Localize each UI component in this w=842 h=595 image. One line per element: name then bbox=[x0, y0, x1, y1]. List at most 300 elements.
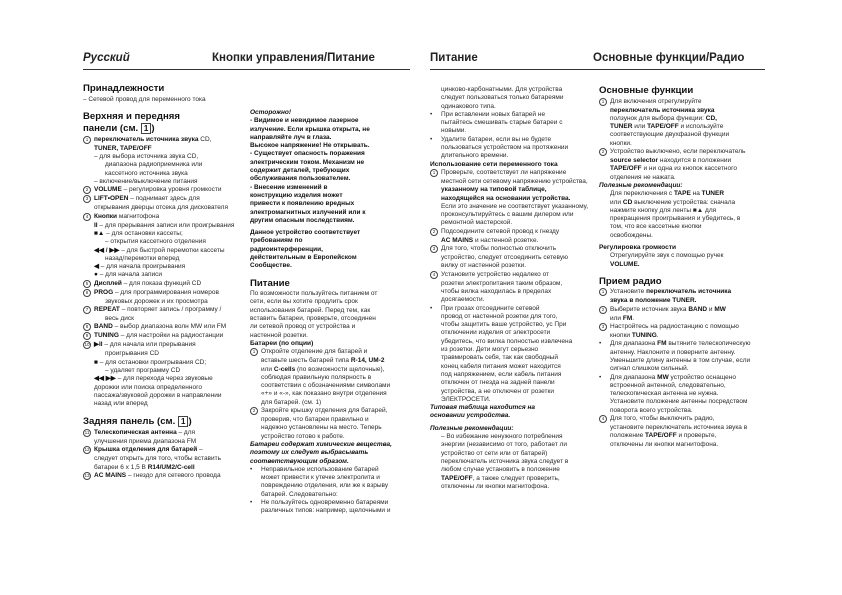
text-run: – Во избежание ненужного потребления bbox=[441, 433, 563, 441]
text-run: Кнопки bbox=[94, 212, 118, 220]
text-run: розетки электропитания таким образом, bbox=[441, 279, 563, 287]
text-run: и проверьте, bbox=[676, 432, 717, 440]
item-number-circle: 13 bbox=[84, 472, 90, 478]
warning-text: - Внесение изменений в bbox=[250, 183, 328, 191]
text-run: ◀ bbox=[94, 263, 99, 271]
item-number-circle: 2 bbox=[83, 186, 91, 194]
indented-line bbox=[83, 204, 241, 212]
text-run: местной сети сетевому напряжению устройства, bbox=[441, 177, 588, 185]
numbered-item bbox=[83, 306, 241, 315]
text-run: Установите устройство недалеко от bbox=[441, 270, 550, 278]
text-run: BAND bbox=[688, 305, 708, 313]
warning-text: электрическим током. Механизм не bbox=[250, 158, 365, 166]
indented-line bbox=[430, 280, 595, 288]
item-number-circle: 9 bbox=[83, 332, 91, 340]
indented-line bbox=[430, 119, 595, 127]
indented-line bbox=[250, 507, 410, 515]
text-run: указанному на типовой таблице, bbox=[441, 186, 547, 194]
indented-line bbox=[430, 313, 595, 321]
item-text bbox=[610, 288, 765, 297]
text-run: source selector bbox=[610, 157, 659, 165]
section-heading: Верхняя и передняя bbox=[83, 110, 180, 122]
text-run: Устройство выключено, если переключатель bbox=[610, 148, 746, 155]
item-number-circle: 3 bbox=[599, 323, 607, 331]
indented-line bbox=[430, 450, 595, 458]
text-run: отключены ли кнопки магнитофона. bbox=[441, 482, 550, 490]
text-run: или bbox=[610, 198, 623, 206]
text-run: Подсоедините сетевой провод к гнезду bbox=[441, 227, 560, 235]
item-text bbox=[261, 466, 410, 474]
numbered-item bbox=[83, 186, 241, 195]
text-run: повреждению отделения, или же к взрыву bbox=[261, 482, 389, 490]
text-run: конец кабеля питания может находится bbox=[441, 362, 561, 370]
text-run: ЭЛЕКТРОСЕТИ. bbox=[441, 395, 491, 403]
text-run: травмировать себя, так как свободный bbox=[441, 354, 558, 362]
item-number-circle: 4 bbox=[83, 213, 91, 221]
item-number bbox=[83, 323, 94, 332]
item-number bbox=[430, 271, 441, 280]
text-run: отключены ли кнопки магнитофона. bbox=[610, 440, 719, 448]
warning-text: конструкцию изделия может bbox=[250, 191, 343, 199]
text-run: ● bbox=[94, 271, 98, 279]
item-text bbox=[261, 348, 410, 357]
section-heading: Принадлежности bbox=[83, 83, 165, 94]
indented-line bbox=[599, 190, 765, 198]
text-run: любом случае установить в положение bbox=[441, 466, 560, 474]
text-run: переключатель источника bbox=[646, 288, 732, 296]
right-column-1 bbox=[430, 86, 595, 491]
indented-line bbox=[83, 271, 241, 279]
item-number-circle: 11 bbox=[84, 429, 90, 435]
indented-line bbox=[430, 458, 595, 466]
indented-line bbox=[599, 174, 765, 182]
text-run: проконсультируйтесь с вашим дилером или bbox=[441, 211, 574, 219]
text-run: устройство оснащено bbox=[668, 373, 736, 381]
paragraph-line: вставить батареи, проверьте, отсоединен bbox=[250, 315, 376, 323]
indented-line bbox=[599, 252, 765, 260]
indented-line bbox=[83, 350, 241, 358]
text-run: Удалите батареи, если вы не будете bbox=[441, 135, 552, 143]
indented-line bbox=[250, 474, 410, 482]
item-number bbox=[83, 332, 94, 341]
indented-line bbox=[599, 215, 765, 223]
item-text bbox=[94, 472, 241, 481]
indented-line bbox=[250, 390, 410, 398]
text-run: ремонтной мастерской. bbox=[441, 219, 513, 227]
indented-line bbox=[599, 165, 765, 173]
item-text bbox=[441, 136, 595, 144]
text-run: убедитесь, что вилка полностью извлечена bbox=[441, 337, 573, 345]
text-run: находящейся на основании устройства. bbox=[441, 194, 571, 202]
text-run: устройства, а не отключен от розетки bbox=[441, 387, 554, 395]
warning-text: - Видимое и невидимое лазерное bbox=[250, 117, 359, 125]
emphasis-note: соответствующим образом. bbox=[250, 457, 349, 465]
item-number bbox=[599, 306, 610, 315]
text-run: или bbox=[261, 365, 274, 373]
item-number-circle: 1 bbox=[83, 136, 91, 144]
text-run: Установите bbox=[610, 288, 647, 296]
item-number bbox=[250, 407, 261, 416]
item-text bbox=[261, 407, 410, 416]
text-run: FM bbox=[622, 314, 633, 322]
text-run: – поднимает здесь для bbox=[128, 195, 200, 203]
text-run: – удаляет программу CD bbox=[105, 367, 181, 374]
text-run: Выберите источник звука bbox=[610, 305, 689, 313]
bullet-icon: • bbox=[599, 373, 602, 381]
figure-ref-box: 1 bbox=[178, 416, 188, 427]
indented-line bbox=[83, 263, 241, 271]
text-run: ■ bbox=[94, 358, 98, 366]
warning-text: радиоинтерференции, bbox=[250, 245, 323, 253]
text-run: пытайтесь смешивать старые батареи с bbox=[441, 119, 563, 127]
indented-line bbox=[250, 491, 410, 499]
numbered-item bbox=[83, 472, 241, 481]
indented-line bbox=[250, 382, 410, 390]
text-run: VOLUME bbox=[94, 186, 122, 194]
indented-line bbox=[83, 145, 241, 153]
text-run: под напряжением, если кабель питания bbox=[441, 370, 562, 378]
text-run: или bbox=[610, 314, 623, 322]
text-run: CD, bbox=[198, 135, 212, 143]
text-run: Крышка отделения для батарей bbox=[94, 446, 198, 454]
emphasis-note: поэтому их следует выбрасывать bbox=[250, 449, 369, 457]
text-run: ◀◀ ▶▶ bbox=[94, 375, 116, 383]
indented-line bbox=[83, 384, 241, 392]
text-run: TAPE/OFF bbox=[645, 432, 677, 440]
item-text bbox=[94, 332, 241, 341]
text-run: батарей. Следовательно: bbox=[261, 490, 338, 498]
text-run: и bbox=[707, 305, 715, 313]
indented-line bbox=[599, 107, 765, 115]
right-column-2 bbox=[599, 86, 765, 449]
text-run: Уменьшите длину антенны в том случае, если bbox=[610, 356, 751, 364]
text-run: кнопки. bbox=[610, 139, 632, 147]
emphasis-note: Полезные рекомендации: bbox=[430, 424, 514, 432]
text-run: кнопки bbox=[610, 332, 632, 340]
item-number-circle: 3 bbox=[430, 245, 438, 253]
item-text bbox=[261, 499, 410, 507]
item-text bbox=[441, 245, 595, 254]
numbered-item bbox=[83, 332, 241, 341]
text-run: PROG bbox=[94, 288, 114, 296]
indented-line bbox=[250, 357, 410, 365]
indented-line bbox=[430, 152, 595, 160]
text-run: антенну. Наклоните и поверните антенну. bbox=[610, 348, 736, 356]
item-number-circle: 2 bbox=[430, 228, 438, 236]
item-number bbox=[83, 289, 94, 298]
item-text bbox=[610, 148, 765, 157]
text-run: устройство от сети или от батарей) bbox=[441, 449, 548, 457]
text-run: отделения не нажата. bbox=[610, 173, 676, 181]
text-run: – для программирования номеров bbox=[113, 288, 219, 296]
indented-line bbox=[83, 238, 241, 246]
text-run: назад/перемотки вперед bbox=[105, 254, 180, 262]
item-number bbox=[83, 136, 94, 145]
text-run: ▶II bbox=[94, 341, 103, 349]
indented-line bbox=[430, 288, 595, 296]
item-number bbox=[599, 323, 610, 332]
item-number bbox=[83, 186, 94, 195]
indented-line bbox=[599, 332, 765, 340]
numbered-item bbox=[599, 98, 765, 107]
indented-line bbox=[83, 178, 241, 186]
indented-line bbox=[430, 379, 595, 387]
text-run: Для диапазона bbox=[610, 340, 658, 348]
section-heading: Прием радио bbox=[599, 275, 662, 287]
text-run: ◀◀ / ▶▶ bbox=[94, 246, 120, 254]
section-heading bbox=[83, 123, 241, 135]
item-text bbox=[610, 374, 765, 382]
item-text bbox=[94, 186, 241, 195]
indented-line bbox=[430, 441, 595, 449]
indented-line bbox=[430, 94, 595, 102]
text-run: R14/UM2/C-cell bbox=[147, 463, 195, 471]
numbered-item bbox=[83, 429, 241, 438]
text-run: досягаемости. bbox=[441, 296, 485, 304]
spacer bbox=[83, 408, 241, 416]
text-run: CD, bbox=[705, 114, 717, 122]
text-run: чтобы вилка находилась в пределах bbox=[441, 288, 552, 295]
text-run: диапазона радиоприемника или bbox=[105, 161, 203, 169]
item-number bbox=[83, 213, 94, 222]
text-run: следует пользоваться только батареями bbox=[441, 94, 564, 102]
numbered-item bbox=[83, 341, 241, 350]
text-run: TAPE/OFF bbox=[441, 474, 473, 482]
text-run: ползунок для выбора функции: bbox=[610, 114, 706, 122]
warning-text: другим опасным последствиям. bbox=[250, 216, 355, 224]
item-number bbox=[430, 169, 441, 178]
item-text bbox=[94, 429, 241, 438]
text-run: AC MAINS bbox=[441, 236, 474, 244]
indented-line bbox=[430, 219, 595, 227]
indented-line bbox=[83, 170, 241, 178]
figure-ref-box: 1 bbox=[141, 123, 151, 134]
bullet-icon: • bbox=[599, 340, 602, 348]
text-run: Откройте отделение для батарей и bbox=[261, 348, 368, 356]
text-run: Для включения отрегулируйте bbox=[610, 97, 702, 105]
text-run: переключатель источника звука bbox=[610, 106, 715, 114]
text-run: весь диск bbox=[105, 315, 134, 323]
item-number-circle: 1 bbox=[599, 288, 607, 296]
text-run: выключение устройства: сначала bbox=[632, 198, 736, 206]
item-text bbox=[610, 306, 765, 315]
item-number bbox=[83, 429, 94, 438]
text-run: одинакового типа. bbox=[441, 102, 496, 110]
indented-line bbox=[250, 366, 410, 374]
indented-line bbox=[83, 392, 241, 400]
heading-text: Задняя панель (см. bbox=[83, 416, 176, 428]
text-run: – для прерывания записи или проигрывания bbox=[97, 221, 235, 229]
item-number bbox=[83, 306, 94, 315]
indented-line bbox=[430, 354, 595, 362]
indented-line bbox=[599, 315, 765, 323]
paragraph-line: По возможности пользуйтесь питанием от bbox=[250, 290, 378, 298]
section-title: Питание bbox=[430, 52, 478, 64]
language-title: Русский bbox=[83, 52, 130, 64]
indented-line bbox=[599, 199, 765, 207]
numbered-item bbox=[599, 148, 765, 157]
item-number-circle: 2 bbox=[599, 148, 607, 156]
bullet-item bbox=[250, 466, 410, 474]
text-run: соответствующие двухфазной функции bbox=[610, 131, 730, 139]
indented-line bbox=[430, 237, 595, 245]
text-run: Настройтесь на радиостанцию с помощью bbox=[610, 323, 739, 330]
subheading: Батареи (по опции) bbox=[250, 339, 314, 347]
warning-text: требованиям по bbox=[250, 237, 303, 245]
indented-line bbox=[599, 157, 765, 165]
item-number-circle: 8 bbox=[83, 323, 91, 331]
item-number-circle: 1 bbox=[430, 169, 438, 177]
bullet-item bbox=[599, 374, 765, 382]
text-run: поворота всего устройства. bbox=[610, 406, 693, 414]
indented-line bbox=[599, 365, 765, 373]
indented-line bbox=[599, 349, 765, 357]
text-run: – для показа функций CD bbox=[121, 279, 202, 287]
text-run: пользоваться устройством на протяжении bbox=[441, 144, 569, 152]
text-run: FM bbox=[657, 340, 667, 348]
text-run: провод от настенной розетки для того, bbox=[441, 312, 558, 320]
text-run: звуковых дорожек и их просмотра bbox=[105, 297, 208, 305]
text-run: – для настройки на радиостанции bbox=[118, 332, 224, 340]
text-run: сигнал слишком сильный. bbox=[610, 365, 689, 373]
text-run: соответствии с обозначениями символами bbox=[261, 382, 391, 390]
text-run: ■▲ bbox=[94, 229, 105, 237]
item-text bbox=[94, 306, 241, 315]
text-run: отключен от гнезда на задней панели bbox=[441, 379, 555, 387]
indented-line bbox=[83, 455, 241, 463]
item-text bbox=[610, 415, 765, 424]
indented-line bbox=[430, 466, 595, 474]
text-run: улучшения приема диапазона FM bbox=[94, 438, 197, 445]
item-number bbox=[83, 195, 94, 204]
text-run: цинково-карбонатными. Для устройства bbox=[441, 86, 563, 93]
item-text bbox=[94, 289, 241, 298]
numbered-item bbox=[250, 407, 410, 416]
indented-line bbox=[430, 203, 595, 211]
item-number bbox=[83, 446, 94, 455]
text-run: Дисплей bbox=[94, 279, 122, 287]
text-run: TUNER bbox=[610, 123, 633, 131]
heading-text: ) bbox=[151, 123, 155, 135]
item-number bbox=[250, 348, 261, 357]
text-run: – для начала записи bbox=[97, 271, 162, 279]
text-run: TUNER bbox=[701, 190, 725, 198]
text-run: для батарей. (см. 1) bbox=[261, 398, 322, 406]
indented-line bbox=[83, 153, 241, 161]
text-run: – для быстрой перемотки кассеты bbox=[119, 246, 225, 254]
item-text bbox=[441, 169, 595, 178]
text-run: и ни одна из кнопок кассетного bbox=[641, 165, 737, 173]
text-run: TAPE/OFF bbox=[647, 123, 679, 131]
left-column-2 bbox=[250, 109, 410, 516]
text-run: нажмите кнопку для ленты ■▲ для bbox=[610, 206, 717, 214]
text-run: соблюдая правильную полярность в bbox=[261, 373, 372, 381]
indented-line bbox=[599, 390, 765, 398]
numbered-item bbox=[83, 446, 241, 455]
indented-line bbox=[83, 161, 241, 169]
bullet-item bbox=[430, 305, 595, 313]
text-run: и настенной розетке. bbox=[473, 236, 539, 244]
bullet-icon: • bbox=[250, 465, 253, 473]
item-text bbox=[441, 305, 595, 313]
item-number bbox=[83, 472, 94, 481]
text-run: Закройте крышку отделения для батарей, bbox=[261, 407, 388, 415]
text-run: Если это значение не соответствует указанному, bbox=[441, 202, 589, 210]
numbered-item bbox=[430, 245, 595, 254]
indented-line bbox=[83, 400, 241, 408]
item-text bbox=[94, 136, 241, 145]
indented-line bbox=[83, 464, 241, 472]
text-run: TUNING bbox=[631, 332, 657, 340]
text-run: – регулировка уровня громкости bbox=[121, 186, 222, 194]
subheading: Использование сети переменного тока bbox=[430, 160, 558, 168]
text-run: Для того, чтобы полностью отключить bbox=[441, 245, 557, 253]
text-run: VOLUME. bbox=[610, 260, 640, 268]
item-number-circle: 4 bbox=[599, 415, 607, 423]
text-run: проверив, что батареи правильно и bbox=[261, 416, 369, 424]
indented-line bbox=[599, 207, 765, 215]
indented-line bbox=[250, 482, 410, 490]
numbered-item bbox=[83, 195, 241, 204]
bullet-item bbox=[430, 136, 595, 144]
item-text bbox=[441, 111, 595, 119]
indented-line bbox=[430, 338, 595, 346]
subheading: Регулировка громкости bbox=[599, 243, 677, 251]
text-run: – bbox=[197, 446, 203, 454]
indented-line bbox=[250, 433, 410, 441]
text-run: переключатель источника звука bbox=[94, 135, 199, 143]
warning-text: привести к появлению вредных bbox=[250, 200, 355, 208]
text-run: «+» и «-», как показано внутри отделения bbox=[261, 390, 387, 398]
left-column-1 bbox=[83, 84, 241, 481]
indented-line bbox=[430, 103, 595, 111]
text-run: При грозах отсоедините сетевой bbox=[441, 304, 540, 312]
text-run: Для того, чтобы выключить радио, bbox=[610, 414, 715, 422]
page-title-right: Основные функции/Радио bbox=[593, 52, 745, 64]
text-run: на bbox=[690, 190, 702, 198]
text-run: TAPE/OFF bbox=[610, 165, 642, 173]
paragraph-line: ли сетевой провод от устройства и bbox=[250, 323, 356, 331]
text-run: – для остановки кассеты; bbox=[104, 229, 183, 237]
text-run: – для перехода через звуковые bbox=[115, 375, 213, 383]
text-run: MW bbox=[657, 373, 669, 381]
item-number bbox=[599, 415, 610, 424]
paragraph-line: использования батарей. Перед тем, как bbox=[250, 306, 371, 314]
item-text bbox=[610, 98, 765, 107]
text-run: различных типов: например, щелочными и bbox=[261, 507, 391, 515]
paragraph-line: – Сетевой провод для переменного тока bbox=[83, 95, 206, 103]
paragraph-line: настенной розетки. bbox=[250, 331, 308, 339]
page-title: Кнопки управления/Питание bbox=[212, 52, 375, 64]
section-heading: Питание bbox=[250, 277, 290, 289]
text-run: установите переключатель источника звука в bbox=[610, 424, 748, 431]
indented-line bbox=[599, 140, 765, 148]
text-run: Телескопическая антенна bbox=[94, 428, 177, 436]
bullet-item bbox=[250, 499, 410, 507]
item-number-circle: 7 bbox=[83, 306, 91, 314]
text-run: из розетки. Дети могут серьезно bbox=[441, 346, 539, 354]
text-run: вилку от настенной розетки. bbox=[441, 262, 527, 270]
indented-line bbox=[599, 382, 765, 390]
indented-line bbox=[250, 424, 410, 432]
item-number bbox=[430, 245, 441, 254]
item-number-circle: 2 bbox=[599, 306, 607, 314]
indented-line bbox=[83, 247, 241, 255]
emphasis-note: Батареи содержат химические вещества, bbox=[250, 440, 392, 448]
item-text bbox=[441, 271, 595, 280]
text-run: – для начала проигрывания bbox=[99, 263, 186, 271]
text-run: назад или вперед bbox=[94, 400, 148, 408]
